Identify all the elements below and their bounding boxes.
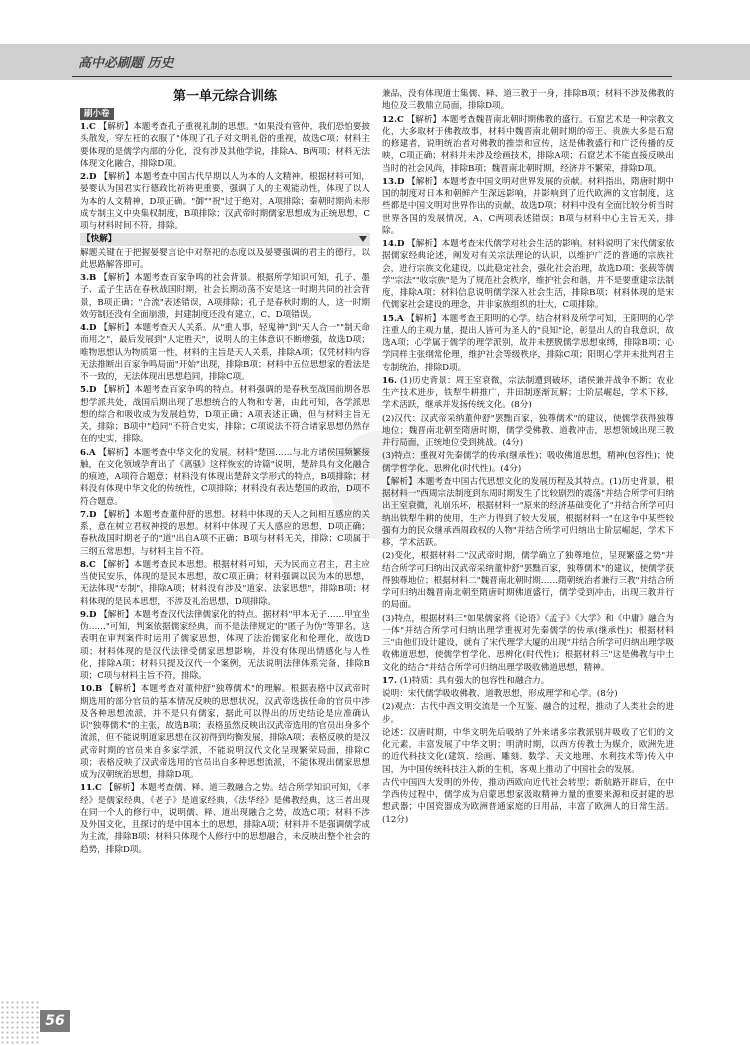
answer-number: 8.C <box>80 559 96 570</box>
answer-text: 解题关键在于把握晏婴言论中对祭祀的态度以及晏婴强调的君主的德行，以此思路解答即可。 <box>80 247 370 270</box>
answer-item <box>382 413 674 450</box>
answer-text: (3)特点，根据材料三"如果儒家将《论语》《孟子》《大学》和《中庸》融合为一体"并结合所学可归纳出理学重视对先秦儒学的传承(继承性)；根据材料三"由他们设计建设，就有了宋代理学大厦的出现"并结合所学可归纳出理学吸收佛道思想，使儒学哲学化、思辨化(时代性)；根据材料三"这是佛教与中土文化的结合"并结合所学可归纳出理学吸收佛道思想，精神。 <box>382 613 674 673</box>
answer-item <box>80 272 370 321</box>
answer-list-right <box>382 88 674 826</box>
answer-item <box>80 509 370 558</box>
answer-item <box>80 121 370 170</box>
answer-item <box>80 559 370 608</box>
answer-item <box>80 384 370 445</box>
answer-text: 论述：汉唐时期，中华文明先后吸纳了外来诸多宗教派别并吸收了它们的文化元素，丰富发展了中华文明；明清时期，以西方传教士为媒介，欧洲先进的近代科技文化(建筑、绘画、雕刻、数学、天文地理、水利技术等)传入中国，为中国传统科技注入新的生机，客观上推动了中国社会的发展。 <box>382 727 674 775</box>
answer-item <box>382 613 674 674</box>
answer-text: (2)观点：古代中西文明交流是一个互鉴、融合的过程，推动了人类社会的进步。 <box>382 702 674 725</box>
answer-text: 【解析】本题考查中国古代思想文化的发展历程及其特点。(1)历史背景，根据材料一"西周宗法制度到东周时期发生了比较剧烈的震荡"并结合所学可归纳出王室衰微，礼崩乐坏，根据材料一"原来的经济基础变化了"并结合所学可归纳出铁犁牛耕的使用，生产力得到了较大发展，根据材料一"在这争中某些较强有力的民众继承西周政权的人物"并结合所学可归纳出士阶层崛起，学术下移，学术活跃。 <box>382 476 674 548</box>
answer-text: 【解析】本题考查宋代儒学对社会生活的影响。材料说明了宋代儒家依据儒家经典论述，阐发对有关宗法理论的认识，以维护广泛的普通的宗族社会，进行宗族文化建设，以此稳定社会，强化社会治理，故选D项；张载等儒学"宗法""收宗族"是为了规范社会秩序，维护社会和谐，并不是要重建宗法制度，排除A项；材料信息说明儒学深入社会生活，排除B项；材料体现的是宋代儒家社会建设的理念，并非家族组织的壮大，C项排除。 <box>382 239 674 311</box>
answer-number: 1.C <box>80 122 96 132</box>
answer-item <box>382 675 674 687</box>
answer-text: (3)特点：重视对先秦儒学的传承(继承性)；吸收佛道思想，精神(包容性)；使儒学哲学化、思辨化(时代性)。(4分) <box>382 451 674 474</box>
answer-item <box>80 171 370 232</box>
answer-text: 【解析】本题考查中国古代早期以人为本的人文精神。根据材料可知，晏婴认为国君实行德政比祈祷更重要，强调了人的主观能动性，体现了以人为本的人文精神，D项正确。"御""祝"过于绝对，A项排除；秦朝时期尚未形成专制主义中央集权制度，B项排除；汉武帝时期儒家思想成为正统思想，C项与材料时间不符，排除。 <box>80 172 370 231</box>
answer-text: 【解析】本题考查董仲舒的思想。材料中体现的天人之间相互感应的关系，意在树立君权神授的思想。材料中体现了天人感应的思想，D项正确；春秋战国时期老子的"道"出自A项不正确；B项与材料无关，排除；C项属于三纲五常思想，与材料主旨不符。 <box>80 509 370 557</box>
answer-item <box>382 375 674 412</box>
answer-number: 16. <box>382 375 397 386</box>
answer-text: 【解析】本题考查中国文明对世界发展的贡献。材料指出，隋唐时期中国的制度对日本和朝鲜产生深远影响，并影响到了近代欧洲的文官制度，这些都是中国文明对世界作出的贡献，故选D项；材料中没有全面比较分析当时世界各国的发展情况，A、C两项表述错误；B项与材料中心主旨无关，排除。 <box>382 176 674 236</box>
answer-item <box>382 114 674 175</box>
answer-list-left <box>80 121 370 856</box>
answer-number: 15.A <box>382 313 404 324</box>
answer-text: 古代中国四大发明的外传，推动西欧向近代社会转型；新航路开辟后，在中学西传过程中，儒学成为启蒙思想家汲取精神力量的重要来源和反封建的思想武器；中国瓷器成为欧洲普通家庭的日用品，丰富了欧洲人的日常生活。(12分) <box>382 777 674 825</box>
answer-text: 【解析】本题考查魏晋南北朝时期佛教的盛行。石窟艺术是一种宗教文化，大多取材于佛教故事，材料中魏晋南北朝时期的帝王、贵族大多是石窟的修建者，说明统治者对佛教的推崇和宣传，这是佛教盛行和广泛传播的反映，C项正确；材料并未涉及绘画技术，排除A项；石窟艺术不能直接反映出当时的社会风尚，排除B项；魏晋南北朝时期，经济并不繁荣，排除D项。 <box>382 114 674 174</box>
answer-item <box>382 476 674 550</box>
answer-number: 9.D <box>80 609 97 620</box>
answer-text: 【解析】本题考查民本思想。根据材料可知，天为民而立君主，君主应当使民安乐，体现的是民本思想，故C项正确；材料强调以民为本的思想，无法体现"专制"，排除A项；材料没有涉及"道家、法家思想"，排除B项；材料体现的是民本思想，不涉及礼治思想，D项排除。 <box>80 559 370 607</box>
answer-item <box>382 176 674 237</box>
answer-item <box>382 701 674 726</box>
answer-item <box>382 450 674 475</box>
answer-number: 3.B <box>80 273 97 283</box>
right-column <box>382 88 674 827</box>
answer-number: 6.A <box>80 447 96 458</box>
answer-item <box>382 313 674 374</box>
answer-item <box>80 782 370 856</box>
answer-item <box>382 688 674 700</box>
answer-number: 17. <box>382 675 397 686</box>
answer-item <box>382 727 674 776</box>
answer-item <box>382 88 674 113</box>
answer-number: 2.D <box>80 172 97 182</box>
answer-item <box>80 233 370 245</box>
answer-text: 【解析】本题考查汉代法律儒家化的特点。据材料"甲本无子……甲宜坐伪……"可知，判案依据儒家经典，而不是法律规定的"匿子为伪"等罪名，这表明在审判案件时运用了儒家思想，体现了法治儒家化和伦理化，故选D项；材料体现的是汉代法律受儒家思想影响，并没有体现出情感化与人性化，排除A项；材料只提及汉代一个案例，无法说明法律体系完备，排除B项；C项与材料主旨不符，排除。 <box>80 609 370 681</box>
section-tag: 刷小卷 <box>80 108 114 120</box>
answer-item <box>80 322 370 383</box>
left-column <box>80 88 370 857</box>
answer-item <box>80 683 370 781</box>
answer-item <box>80 447 370 508</box>
answer-text: 【解析】本题考查对董仲舒"独尊儒术"的理解。根据表格中汉武帝时期选用的部分官员的基本情况反映的思想状况，汉武帝选拔任命的官员中涉及各种思想流派，并不是只有儒家，据此可以得出的历史结论是应准确认识"独尊儒术"的主张，故选B项；表格虽然反映出汉武帝选用的官员出身多个流派，但不能说明道家思想在汉初得到均衡发展，排除A项；表格反映的是汉武帝时期的官员来自多家学派，不能说明汉代文化呈现繁荣局面，排除C项；表格反映了汉武帝选用的官员出自多种思想流派，不能体现出儒家思想成为汉朝统治思想，排除D项。 <box>80 684 370 780</box>
answer-text: (2)变化，根据材料二"汉武帝时期，儒学确立了独尊地位，呈现繁盛之势"并结合所学可归纳出汉武帝采纳董仲舒"罢黜百家，独尊儒术"的建议，使儒学获得独尊地位；根据材料二"魏晋南北朝时期……隋朝统治者兼行三教"并结合所学可归纳出魏晋南北朝至隋唐时期佛道盛行，儒学受到冲击，出现三教并行的局面。 <box>382 551 674 611</box>
answer-number: 5.D <box>80 385 97 396</box>
answer-number: 14.D <box>382 239 405 249</box>
answer-number: 10.B <box>80 684 103 695</box>
answer-text: 兼品，没有体现道士集儒、释、道三教于一身，排除B项；材料不涉及佛教的地位及三教鼎立局面，排除D项。 <box>382 89 674 112</box>
answer-text: 【解析】本题考查王阳明的心学。结合材料及所学可知，王阳明的心学注重人的主观力量，提出人皆可为圣人的"良知"论，彰显出人的自我意识，故选A项；心学属于儒学的理学派别，故并未摆脱儒学思想束缚，排除B项；心学同样主张纲常伦理，维护社会等级秩序，排除C项；阳明心学并未批判君主专制统治，排除D项。 <box>382 313 674 373</box>
answer-text: 【解析】本题考查百家争鸣的社会背景。根据所学知识可知，孔子、墨子、孟子生活在春秋战国时期，社会长期动荡不安是这一时期共同的社会背景，B项正确；"合流"表述错误，A项排除；孔子是春秋时期的人，这一时期效劳制还没有全面崩溃，封建制度还没有建立，C、D项错误。 <box>80 273 370 320</box>
answer-text: (1)历史背景：周王室衰微，宗法制遭到破坏，诸侯兼并战争不断；农业生产技术进步，铁犁牛耕推广，井田制逐渐瓦解；士阶层崛起，学术下移，学术活跃，继承并发扬传统文化。(8分) <box>382 375 674 411</box>
page-number: 56 <box>40 1010 70 1032</box>
answer-item <box>382 777 674 826</box>
answer-number: 12.C <box>382 114 404 125</box>
answer-text: (2)汉代：汉武帝采纳董仲舒"罢黜百家，独尊儒术"的建议，使儒学获得独尊地位；魏晋南北朝至隋唐时期，儒学受佛教、道教冲击，思想领域出现三教并行局面，正统地位受到挑战。(4分) <box>382 413 674 448</box>
answer-item <box>80 609 370 683</box>
answer-text: (1)特质：具有强大的包容性和融合力。 <box>399 675 550 686</box>
answer-number: 4.D <box>80 323 97 333</box>
answer-text: 【解析】本题考查儒、释、道三教融合之势。结合所学知识可知，《孝经》是儒家经典，《老子》是道家经典，《法华经》是佛教经典，这三者出现在同一个人的修行中，说明儒、释、道出现融合之势，故选C项；材料不涉及外国文化，且探讨的是中国本土的思想，排除A项；材料并不是强调儒学成为主流，排除B项；材料只体现个人修行中的思想融合，未反映出整个社会的趋势，排除D项。 <box>80 783 370 855</box>
header-rule <box>72 76 672 77</box>
answer-text: 【快解】 <box>82 234 117 245</box>
answer-text: 【解析】本题考查中华文化的发展。材料"楚国……与北方诸侯国频繁接触，在文化领域孕育出了《离骚》这样恢宏的诗篇"说明，楚辞具有文化融合的痕迹，A项符合题意；材料没有体现出楚辞文学形式的特点，B项排除；材料没有体现中华文化的传统性，C项排除；材料没有表达楚国的政治，D项不符合题意。 <box>80 447 370 507</box>
answer-item <box>382 550 674 611</box>
answer-text: 【解析】本题考查孔子重视礼制的思想。"如果没有管仲，我们恐怕要披头散发，穿左衽的衣服了"体现了孔子对文明礼俗的重视，故选C项；材料主要体现的是儒学内部的分化，没有涉及其他学说，排除A、B两项；材料无法体现文化融合，排除D项。 <box>80 122 370 169</box>
unit-title: 第一单元综合训练 <box>172 89 277 104</box>
answer-text: 【解析】本题考查百家争鸣的特点。材料强调的是春秋至战国前期各思想学派共处，战国后期出现了思想统合的人物和专著，由此可知，各学派思想的综合和吸收成为发展趋势，D项正确；A项表述正确，但与材料主旨无关，排除；B项中"趋同"不符合史实，排除；C项说法不符合诸家思想仍然存在的史实，排除。 <box>80 385 370 445</box>
answer-text: 说明：宋代儒学吸收佛教、道教思想，形成理学和心学。(8分) <box>382 689 618 699</box>
answer-number: 11.C <box>80 783 102 794</box>
corner-dots <box>0 1000 40 1045</box>
answer-item <box>80 247 370 272</box>
running-header: 高中必刷题 历史 <box>78 56 174 71</box>
answer-number: 7.D <box>80 509 97 520</box>
answer-item <box>382 238 674 312</box>
answer-number: 13.D <box>382 176 405 187</box>
answer-text: 【解析】本题考查天人关系。从"重人事，轻鬼神"到"天人合一""制天命而用之"，最后发展到"人定胜天"，说明人的主体意识不断增强，故选D项；唯物思想认为物质第一性，材料的主旨是天人关系，排除A项；仅凭材料内容无法推断出百家争鸣局面"开始"出现，排除B项；材料中五位思想家的看法是不一致的，无法体现出思想趋同，排除C项。 <box>80 323 371 382</box>
